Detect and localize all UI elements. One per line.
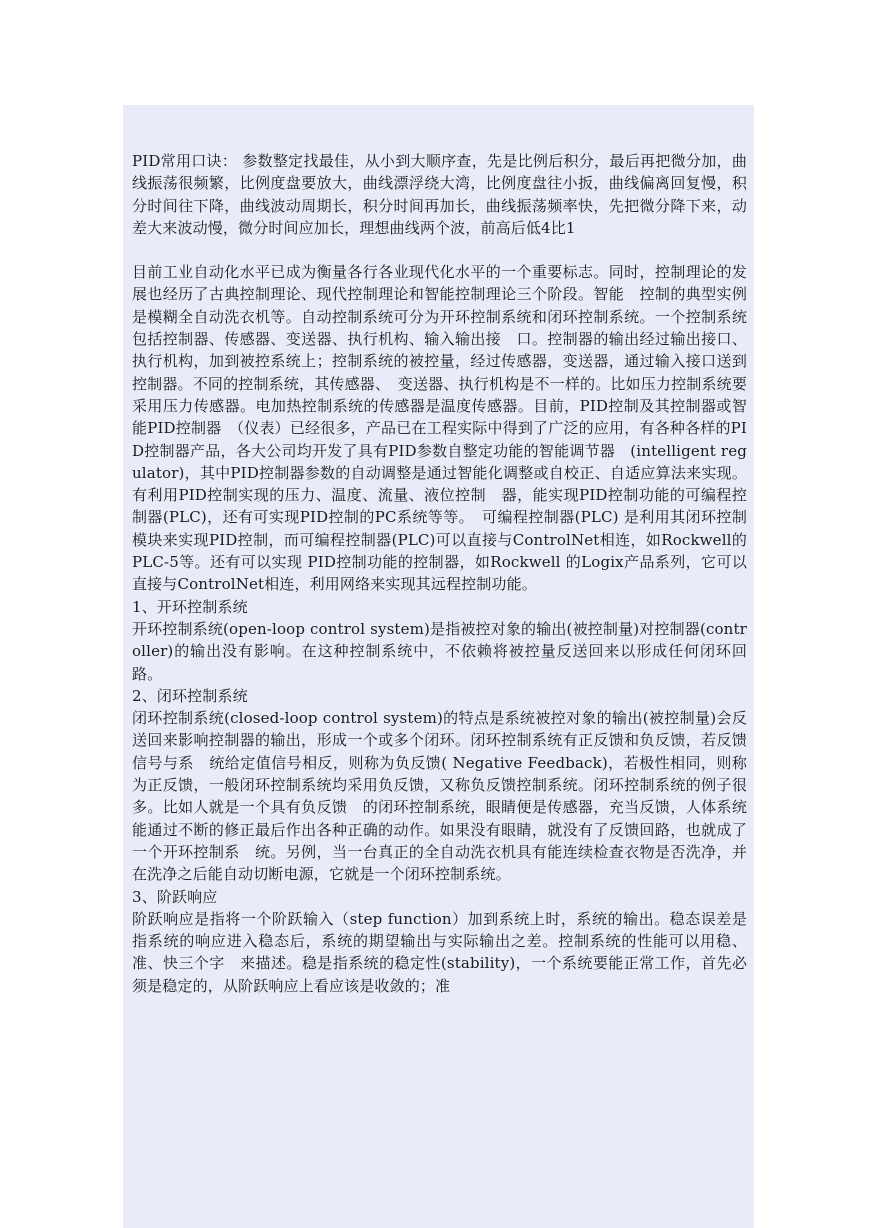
closed-loop-paragraph: 闭环控制系统(closed-loop control system)的特点是系统被控对象的输出(被控制量)会反送回来影响控制器的输出，形成一个或多个闭环。闭环控制系统有正反馈和负反馈，若反馈信号与系 统给定值信号相反，则称为负反馈( Negative Feedback)，若极性相同，则称为正反馈，一般闭环控制系统均采用负反馈，又称负反馈控制系统。闭环控制系统的例子很多。比如人就是一个具有负反馈 的闭环控制系统，眼睛便是传感器，充当反馈，人体系统能通过不断的修正最后作出各种正确的动作。如果没有眼睛，就没有了反馈回路，也就成了一个开环控制系 统。另例，当一台真正的全自动洗衣机具有能连续检查衣物是否洗净，并在洗净之后能自动切断电源，它就是一个闭环控制系统。 bbox=[132, 709, 747, 884]
intro-paragraph: 目前工业自动化水平已成为衡量各行各业现代化水平的一个重要标志。同时，控制理论的发展也经历了古典控制理论、现代控制理论和智能控制理论三个阶段。智能 控制的典型实例是模糊全自动洗衣机等。自动控制系统可分为开环控制系统和闭环控制系统。一个控制系统包括控制器、传感器、变送器、执行机构、输入输出接 口。控制器的输出经过输出接口、执行机构，加到被控系统上；控制系统的被控量，经过传感器，变送器，通过输入接口送到控制器。不同的控制系统，其传感器、 变送器、执行机构是不一样的。比如压力控制系统要采用压力传感器。电加热控制系统的传感器是温度传感器。目前，PID控制及其控制器或智能PID控制器 （仪表）已经很多，产品已在工程实际中得到了广泛的应用，有各种各样的PID控制器产品，各大公司均开发了具有PID参数自整定功能的智能调节器 (intelligent regulator)，其中PID控制器参数的自动调整是通过智能化调整或自校正、自适应算法来实现。有利用PID控制实现的压力、温度、流量、液位控制 器，能实现PID控制功能的可编程控制器(PLC)，还有可实现PID控制的PC系统等等。 可编程控制器(PLC) 是利用其闭环控制模块来实现PID控制，而可编程控制器(PLC)可以直接与ControlNet相连，如Rockwell的PLC-5等。还有可以实现 PID控制功能的控制器，如Rockwell 的Logix产品系列，它可以直接与ControlNet相连，利用网络来实现其远程控制功能。 bbox=[132, 263, 747, 594]
pid-tuning-rhyme-paragraph: PID常用口诀： 参数整定找最佳，从小到大顺序查，先是比例后积分，最后再把微分加，曲线振荡很频繁，比例度盘要放大，曲线漂浮绕大湾，比例度盘往小扳，曲线偏离回复慢，积分时间往下降，曲线波动周期长，积分时间再加长，曲线振荡频率快，先把微分降下来，动差大来波动慢，微分时间应加长，理想曲线两个波，前高后低4比1 bbox=[132, 152, 747, 237]
open-loop-paragraph: 开环控制系统(open-loop control system)是指被控对象的输出(被控制量)对控制器(controller)的输出没有影响。在这种控制系统中，不依赖将被控量反送回来以形成任何闭环回路。 bbox=[132, 619, 747, 683]
step-response-paragraph: 阶跃响应是指将一个阶跃输入（step function）加到系统上时，系统的输出。稳态误差是指系统的响应进入稳态后，系统的期望输出与实际输出之差。控制系统的性能可以用稳、准、快三个字 来描述。稳是指系统的稳定性(stability)，一个系统要能正常工作，首先必须是稳定的，从阶跃响应上看应该是收敛的；准 bbox=[132, 909, 747, 995]
section-heading-open-loop: 1、开环控制系统 bbox=[132, 597, 248, 616]
document-page bbox=[123, 105, 754, 1228]
section-heading-closed-loop: 2、闭环控制系统 bbox=[132, 686, 248, 705]
document-body bbox=[132, 150, 747, 997]
section-heading-step-response: 3、阶跃响应 bbox=[132, 887, 218, 906]
